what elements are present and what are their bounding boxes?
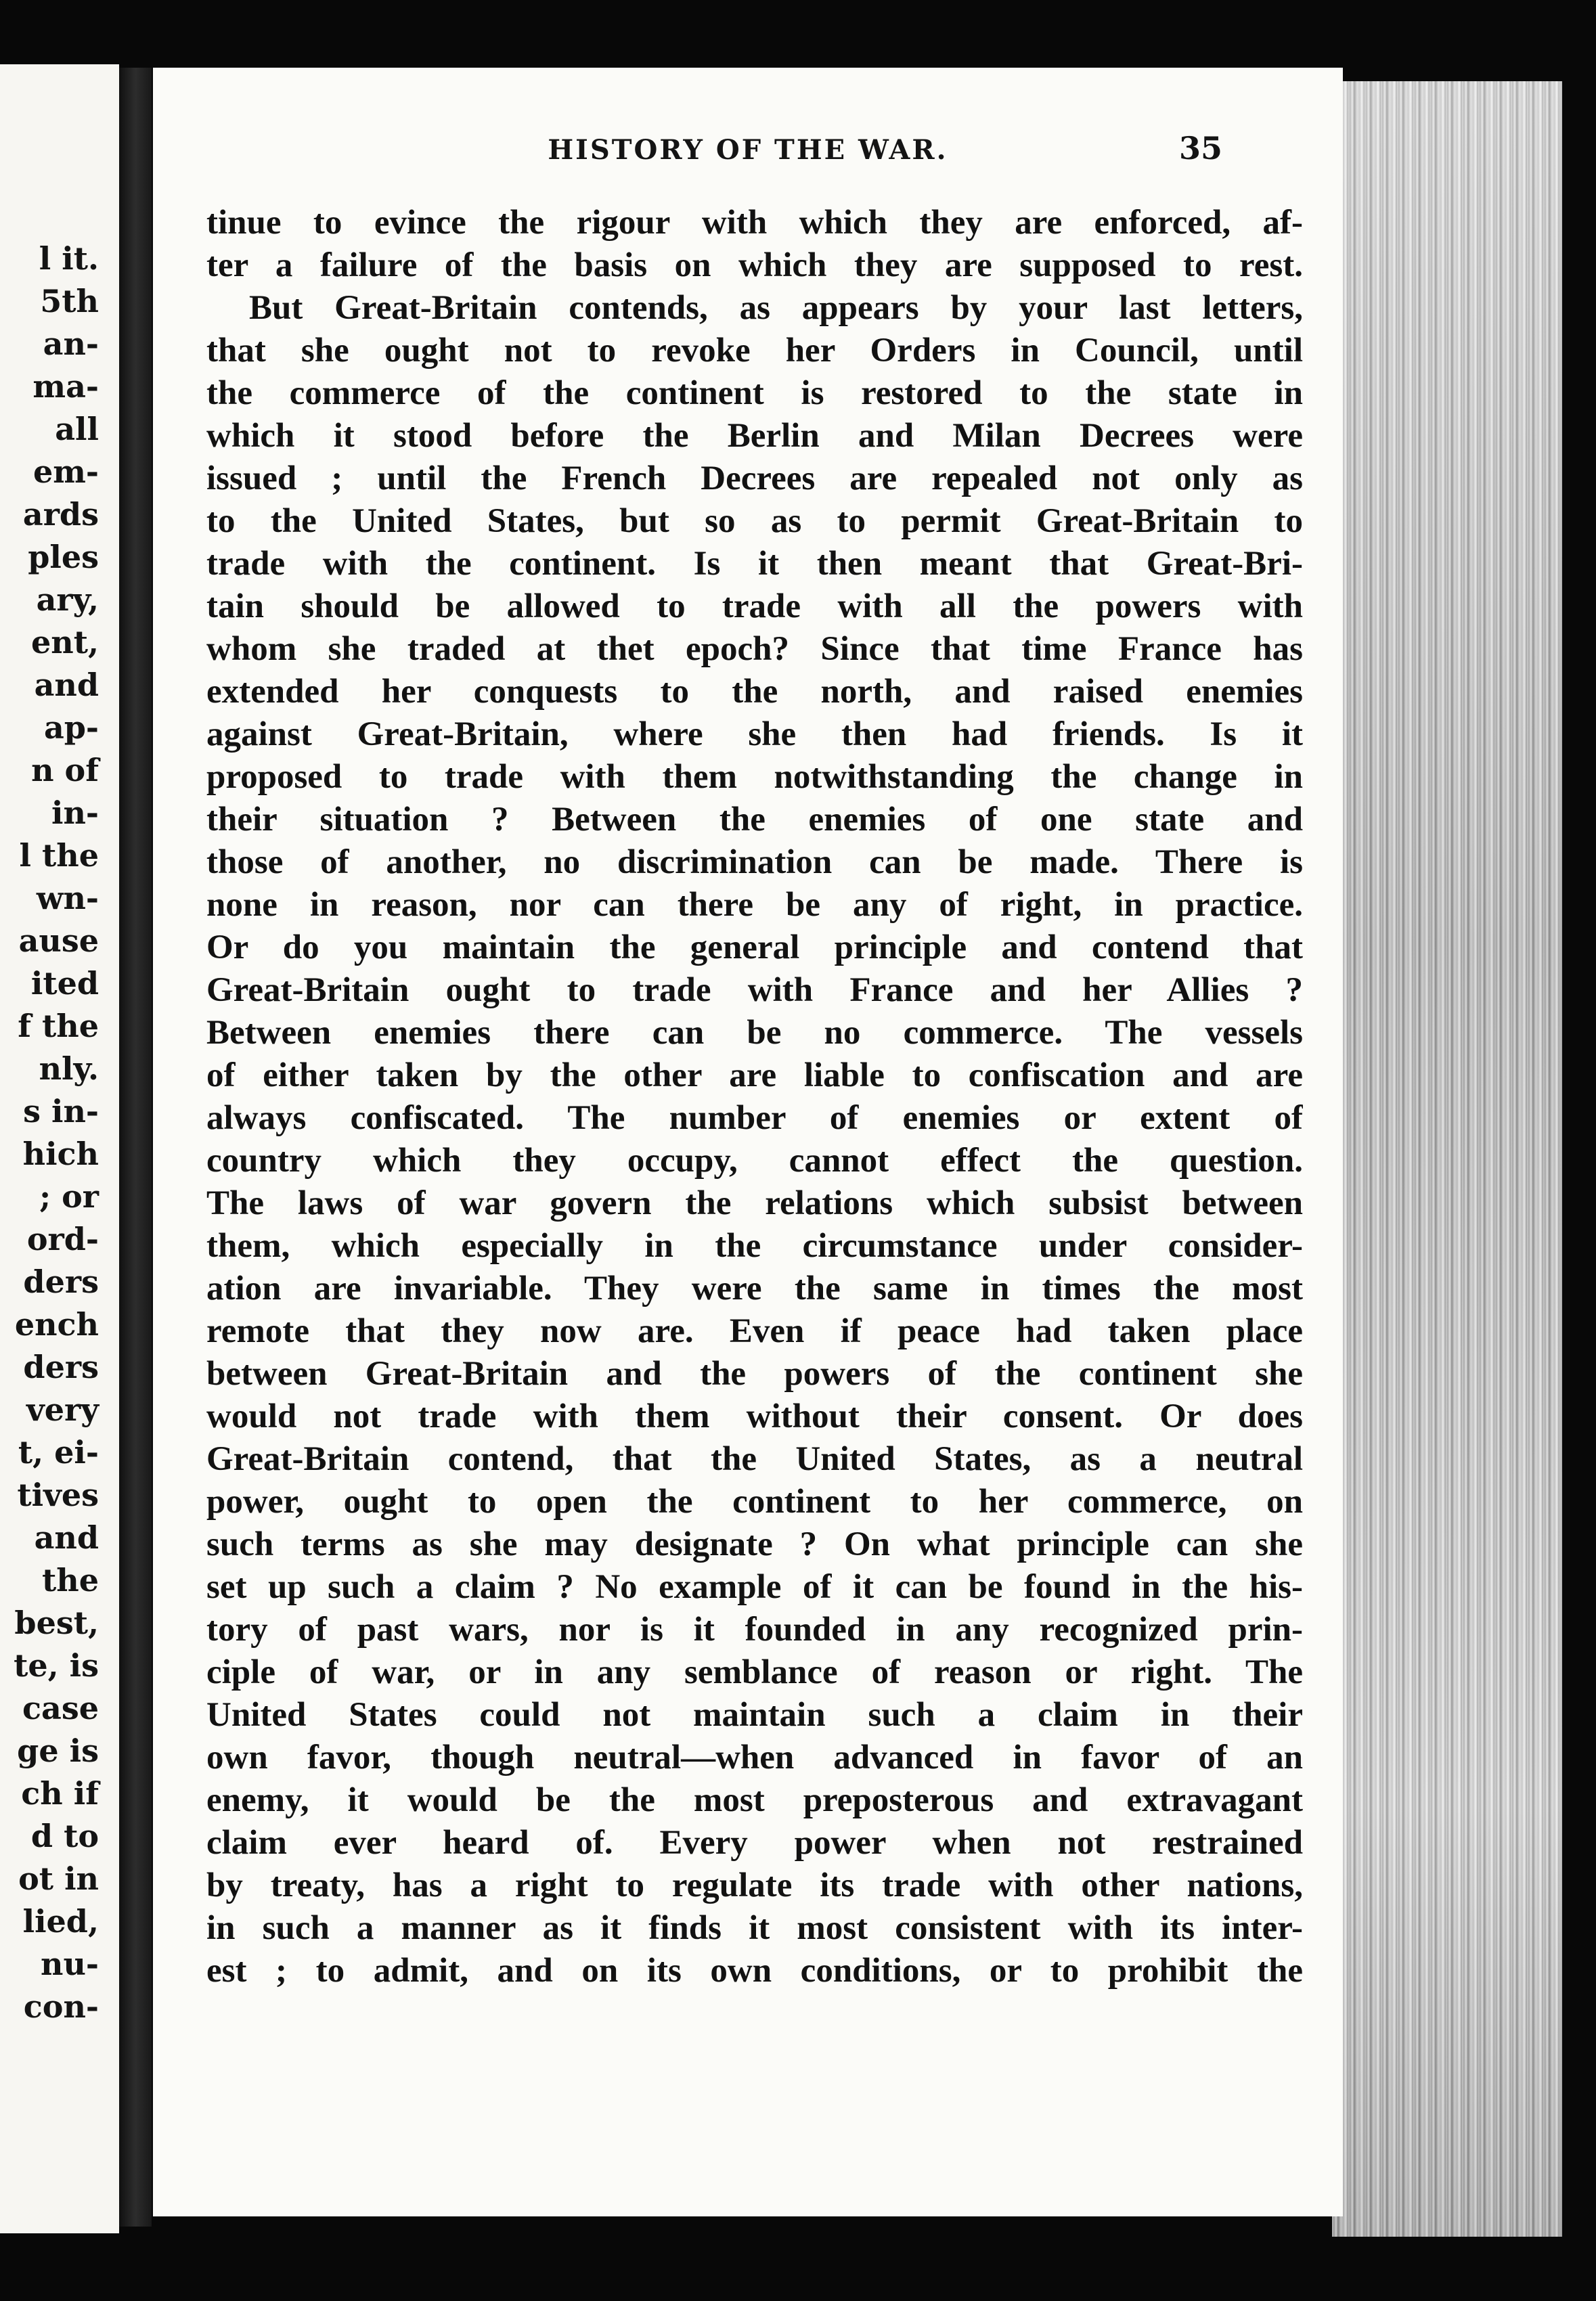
facing-page-fragment: ap- bbox=[43, 709, 99, 746]
page-block-edge bbox=[1332, 81, 1562, 2237]
facing-page-fragment: ards bbox=[22, 496, 99, 533]
facing-page-fragment: ary, bbox=[36, 581, 99, 618]
facing-page-fragment: d to bbox=[30, 1818, 99, 1854]
text-line: always confiscated. The number of enemies or extent of bbox=[206, 1099, 1303, 1137]
text-line: Or do you maintain the general principle and contend that bbox=[206, 929, 1303, 966]
facing-page-fragment: nu- bbox=[41, 1946, 99, 1982]
facing-page-fragment: and bbox=[34, 1519, 99, 1556]
running-title: HISTORY OF THE WAR. bbox=[548, 134, 948, 166]
facing-page-fragment: ; or bbox=[39, 1178, 99, 1215]
facing-page-fragment: ited bbox=[30, 965, 99, 1002]
text-line: The laws of war govern the relations which subsist between bbox=[206, 1184, 1303, 1222]
text-line: Great-Britain contend, that the United States, as a neutral bbox=[206, 1440, 1303, 1478]
facing-page-fragment: best, bbox=[14, 1605, 99, 1641]
facing-page-fragment: l the bbox=[19, 837, 99, 874]
facing-page-fragment: an- bbox=[43, 326, 99, 362]
facing-page-fragment: wn- bbox=[36, 880, 99, 916]
facing-page-fragment: ma- bbox=[32, 368, 99, 405]
facing-page-fragment: ples bbox=[28, 539, 99, 575]
page-number: 35 bbox=[1179, 130, 1223, 166]
text-line: which it stood before the Berlin and Milan Decrees were bbox=[206, 417, 1303, 455]
facing-page-fragment: 5th bbox=[40, 283, 99, 319]
facing-page-fragment: hich bbox=[22, 1136, 99, 1172]
text-line: against Great-Britain, where she then had friends. Is it bbox=[206, 715, 1303, 753]
facing-page-fragment: lied, bbox=[22, 1903, 99, 1940]
facing-page-fragment: te, is bbox=[14, 1647, 99, 1684]
facing-page-fragment: ders bbox=[23, 1264, 99, 1300]
text-line: ter a failure of the basis on which they are supposed to rest. bbox=[206, 246, 1303, 284]
text-line: Great-Britain ought to trade with France and her Allies ? bbox=[206, 971, 1303, 1009]
book-gutter bbox=[119, 68, 152, 2227]
text-line: own favor, though neutral—when advanced in favor of an bbox=[206, 1739, 1303, 1777]
facing-page-fragment: con- bbox=[23, 1988, 99, 2025]
text-line: tory of past wars, nor is it founded in any recognized prin- bbox=[206, 1611, 1303, 1649]
text-line: of either taken by the other are liable to confiscation and are bbox=[206, 1056, 1303, 1094]
facing-page-fragment: in- bbox=[51, 795, 99, 831]
text-line: them, which especially in the circumstance under consider- bbox=[206, 1227, 1303, 1265]
facing-page-fragment: ench bbox=[14, 1306, 99, 1343]
text-line: between Great-Britain and the powers of the continent she bbox=[206, 1355, 1303, 1393]
text-line: power, ought to open the continent to her commerce, on bbox=[206, 1483, 1303, 1521]
text-line: in such a manner as it finds it most consistent with its inter- bbox=[206, 1909, 1303, 1947]
facing-page-fragment: ord- bbox=[26, 1221, 99, 1257]
text-line: United States could not maintain such a claim in their bbox=[206, 1696, 1303, 1734]
text-line: But Great-Britain contends, as appears by your last letters, bbox=[249, 289, 1303, 327]
text-line: claim ever heard of. Every power when not restrained bbox=[206, 1824, 1303, 1862]
facing-page-fragment: very bbox=[26, 1391, 99, 1428]
text-line: those of another, no discrimination can be made. There is bbox=[206, 843, 1303, 881]
text-line: Between enemies there can be no commerce. The vessels bbox=[206, 1014, 1303, 1052]
text-line: issued ; until the French Decrees are repealed not only as bbox=[206, 460, 1303, 497]
text-line: to the United States, but so as to permit Great-Britain to bbox=[206, 502, 1303, 540]
text-line: by treaty, has a right to regulate its trade with other nations, bbox=[206, 1867, 1303, 1904]
facing-page-fragment: case bbox=[22, 1690, 99, 1726]
facing-page-fragment: ent, bbox=[31, 624, 99, 661]
text-line: ation are invariable. They were the same in times the most bbox=[206, 1270, 1303, 1308]
facing-page-fragment: f the bbox=[18, 1008, 99, 1044]
text-line: none in reason, nor can there be any of right, in practice. bbox=[206, 886, 1303, 924]
facing-page-fragment: ause bbox=[18, 922, 99, 959]
facing-page-fragment: n of bbox=[31, 752, 99, 788]
text-line: proposed to trade with them notwithstanding the change in bbox=[206, 758, 1303, 796]
text-line: the commerce of the continent is restored to the state in bbox=[206, 374, 1303, 412]
text-line: their situation ? Between the enemies of one state and bbox=[206, 801, 1303, 839]
text-line: set up such a claim ? No example of it can be found in the his- bbox=[206, 1568, 1303, 1606]
text-line: tinue to evince the rigour with which they are enforced, af- bbox=[206, 204, 1303, 242]
facing-page-fragment: nly. bbox=[39, 1050, 99, 1087]
facing-page-fragment: and bbox=[34, 667, 99, 703]
text-line: such terms as she may designate ? On what principle can she bbox=[206, 1525, 1303, 1563]
text-line: tain should be allowed to trade with all the powers with bbox=[206, 587, 1303, 625]
facing-page bbox=[0, 64, 119, 2233]
facing-page-fragment: ge is bbox=[17, 1733, 99, 1769]
facing-page-fragment: em- bbox=[32, 453, 99, 490]
text-line: ciple of war, or in any semblance of reason or right. The bbox=[206, 1653, 1303, 1691]
text-line: whom she traded at thet epoch? Since that time France has bbox=[206, 630, 1303, 668]
facing-page-fragment: ch if bbox=[21, 1775, 99, 1812]
facing-page-fragment: ot in bbox=[18, 1860, 99, 1897]
text-line: enemy, it would be the most preposterous and extravagant bbox=[206, 1781, 1303, 1819]
facing-page-fragment: s in- bbox=[23, 1093, 99, 1130]
facing-page-fragment: tives bbox=[17, 1477, 99, 1513]
text-line: trade with the continent. Is it then meant that Great-Bri- bbox=[206, 545, 1303, 583]
text-line: country which they occupy, cannot effect the question. bbox=[206, 1142, 1303, 1180]
text-line: that she ought not to revoke her Orders in Council, until bbox=[206, 332, 1303, 370]
facing-page-fragment: the bbox=[42, 1562, 99, 1599]
main-page bbox=[153, 68, 1343, 2216]
text-line: would not trade with them without their consent. Or does bbox=[206, 1398, 1303, 1435]
facing-page-fragment: all bbox=[55, 411, 99, 447]
text-line: est ; to admit, and on its own conditions, or to prohibit the bbox=[206, 1952, 1303, 1990]
text-line: extended her conquests to the north, and raised enemies bbox=[206, 673, 1303, 711]
facing-page-fragment: t, ei- bbox=[18, 1434, 99, 1471]
text-line: remote that they now are. Even if peace had taken place bbox=[206, 1312, 1303, 1350]
facing-page-fragment: ders bbox=[23, 1349, 99, 1385]
facing-page-fragment: l it. bbox=[39, 240, 99, 277]
